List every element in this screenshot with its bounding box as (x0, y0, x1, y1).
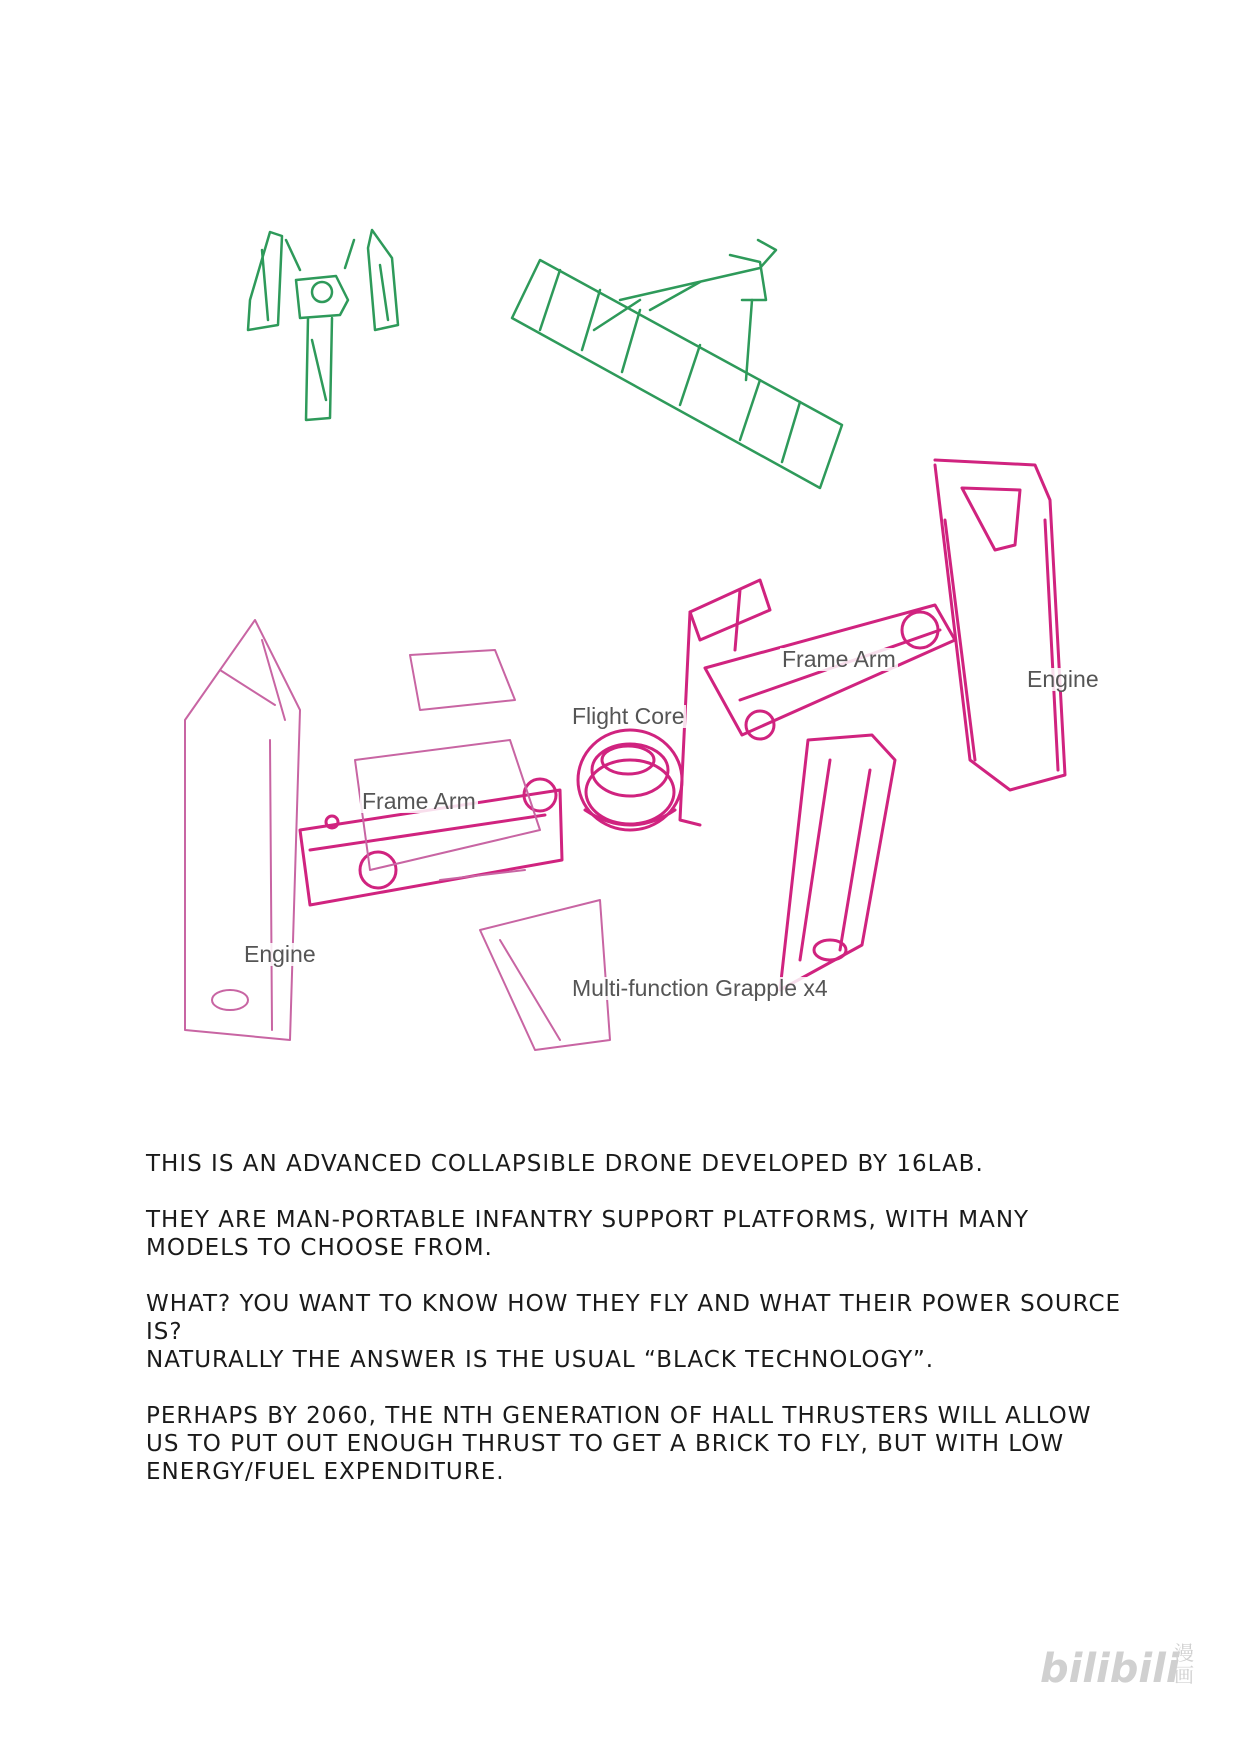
note-paragraph-1: THIS IS AN ADVANCED COLLAPSIBLE DRONE DEVELOPED BY 16LAB. (146, 1151, 984, 1177)
green-sketch-flat (512, 240, 842, 488)
flight-core-sketch (578, 730, 682, 830)
engine-label-left: Engine (244, 941, 316, 967)
note-paragraph-4: PERHAPS BY 2060, THE NTH GENERATION OF HALL THRUSTERS WILL ALLOW US TO PUT OUT ENOUGH THRUST TO GET A BRICK TO FLY, BUT WITH LOW ENERGY/FUEL EXPENDITURE. (146, 1403, 1092, 1485)
left-engine-sketch (185, 620, 300, 1040)
flight-core-label: Flight Core (572, 703, 685, 729)
watermark-text: bilibili (1040, 1646, 1180, 1692)
frame-arm-label-upper: Frame Arm (782, 646, 896, 672)
grapple-sketch (780, 735, 895, 990)
grapple-label: Multi-function Grapple x4 (572, 975, 828, 1001)
engine-label-right: Engine (1027, 666, 1099, 692)
note-paragraph-3 (146, 1290, 1126, 1374)
green-sketch-folded (248, 230, 398, 420)
right-frame-arm-sketch (680, 580, 955, 825)
author-notes (146, 1150, 1126, 1514)
right-engine-sketch (935, 460, 1065, 790)
frame-arm-label-lower: Frame Arm (362, 788, 476, 814)
bilibili-watermark (1040, 1640, 1210, 1700)
watermark-cjk: 漫画 (1174, 1641, 1194, 1687)
note-paragraph-2: THEY ARE MAN-PORTABLE INFANTRY SUPPORT PLATFORMS, WITH MANY MODELS TO CHOOSE FROM. (146, 1207, 1030, 1261)
note-line-3b: NATURALLY THE ANSWER IS THE USUAL “BLACK TECHNOLOGY”. (146, 1347, 935, 1373)
note-line-3a: WHAT? YOU WANT TO KNOW HOW THEY FLY AND WHAT THEIR POWER SOURCE IS? (146, 1291, 1122, 1345)
